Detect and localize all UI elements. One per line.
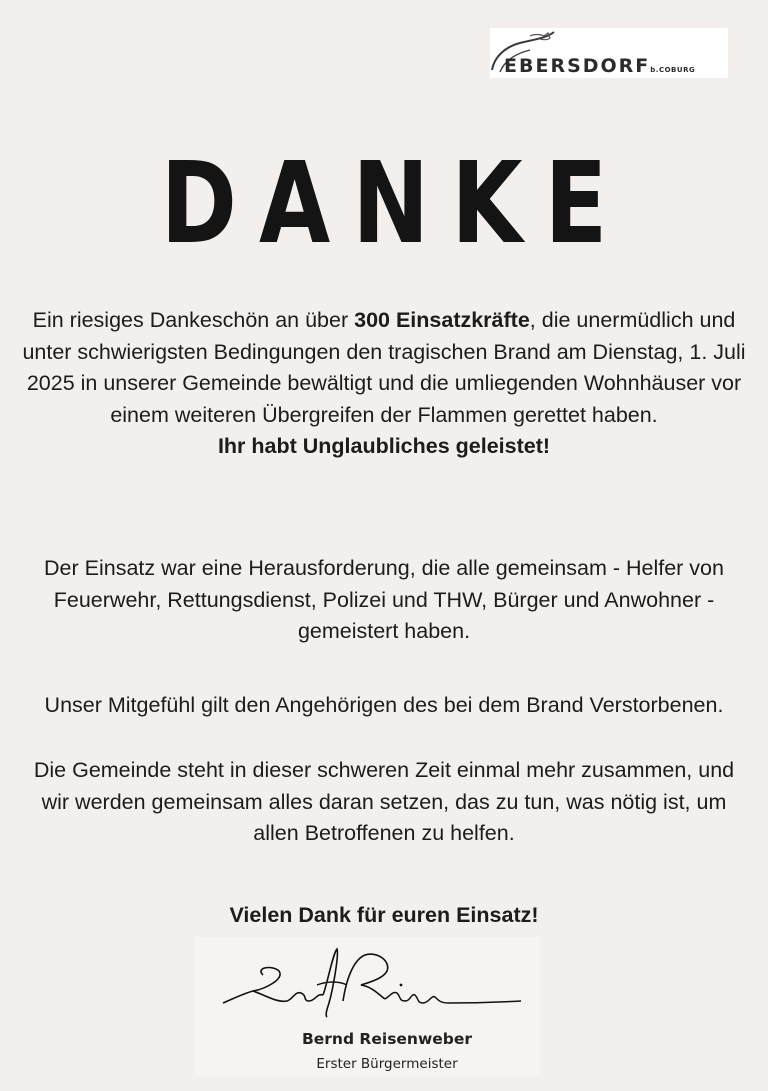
- effort-paragraph: Der Einsatz war eine Herausforderung, die alle gemeinsam - Helfer von Feuerwehr, Rettungsdienst, Polizei und THW, Bürger und Anwohner - gemeistert haben.: [44, 556, 724, 643]
- handwritten-signature: [215, 945, 535, 1025]
- logo-suffix: b.COBURG: [650, 66, 696, 74]
- page-title: DANKE: [160, 138, 630, 269]
- logo-name: EBERSDORF: [504, 55, 651, 77]
- responder-count: 300 Einsatzkräfte: [354, 308, 530, 332]
- municipality-logo: [490, 28, 728, 78]
- thanks-intro: Ein riesiges Dankeschön an über: [32, 308, 355, 332]
- closing-line: Vielen Dank für euren Einsatz!: [229, 903, 539, 927]
- thanks-body: , die unermüdlich und unter schwierigsten Bedingungen den tragischen Brand am Dienstag, 1. Juli 2025 in unserer Gemeinde bewältigt und die umliegenden Wohnhäuser vor einem weiteren Übergreifen der Flammen gerettet haben.: [22, 308, 746, 427]
- signer-name: Bernd Reisenweber: [301, 1030, 473, 1048]
- community-paragraph: Die Gemeinde steht in dieser schweren Zeit einmal mehr zusammen, und wir werden gemeinsam alles daran setzen, das zu tun, was nötig ist, um allen Betroffenen zu helfen.: [33, 758, 735, 845]
- condolence-paragraph: Unser Mitgefühl gilt den Angehörigen des bei dem Brand Verstorbenen.: [44, 693, 724, 717]
- thanks-emphasis: Ihr habt Unglaubliches geleistet!: [217, 434, 551, 458]
- signer-title: Erster Bürgermeister: [316, 1056, 458, 1072]
- thanks-paragraph: [20, 305, 748, 463]
